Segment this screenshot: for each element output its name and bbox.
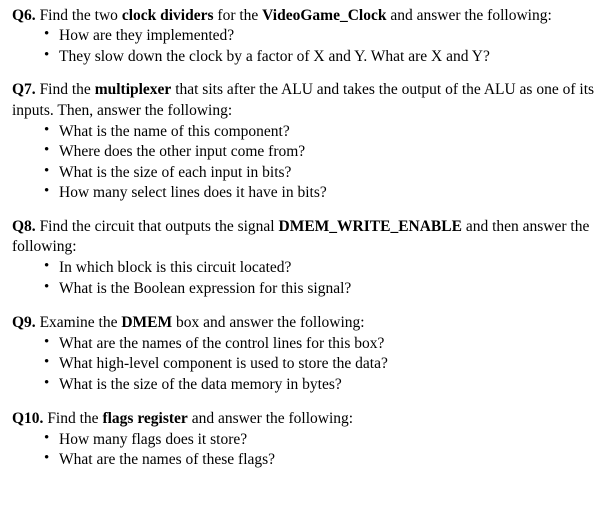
question-stem xyxy=(12,80,602,120)
question-bullet-list xyxy=(12,122,602,204)
question-text-part: Find the circuit that outputs the signal xyxy=(39,218,279,236)
question-block-q8 xyxy=(12,217,602,300)
list-item: • How many flags does it store? xyxy=(12,430,602,451)
question-text-part: and answer the following: xyxy=(187,409,354,427)
question-text-part: clock dividers xyxy=(121,7,214,24)
list-item: • What are the names of the control lines for this box? xyxy=(12,334,602,355)
list-item: • What are the names of these flags? xyxy=(12,450,602,471)
question-text-part: and answer the following: xyxy=(386,7,552,24)
question-text-part: DMEM_WRITE_ENABLE xyxy=(278,218,462,236)
question-block-q7 xyxy=(12,80,602,204)
question-block-q6 xyxy=(12,6,602,67)
question-text-part: that sits after the ALU and takes the output of the ALU as one of its inputs. Then, answer the following: xyxy=(12,81,595,119)
question-stem xyxy=(12,313,602,333)
question-label: Q8. xyxy=(12,218,36,236)
question-text-part: VideoGame_Clock xyxy=(262,7,387,24)
question-text-part: multiplexer xyxy=(94,81,172,99)
question-text-part: box and answer the following: xyxy=(172,313,365,331)
question-stem xyxy=(12,409,602,429)
list-item: • How many select lines does it have in bits? xyxy=(12,183,602,204)
question-bullet-list xyxy=(12,334,602,396)
list-item: • What is the size of the data memory in bytes? xyxy=(12,375,602,396)
question-text-part: and then answer the following: xyxy=(12,218,590,256)
question-text-part: for the xyxy=(213,7,263,24)
question-stem xyxy=(12,217,602,257)
question-bullet-list xyxy=(12,430,602,471)
question-text-part: Find the xyxy=(47,409,103,427)
question-text-part: DMEM xyxy=(121,313,173,331)
question-text-part: Find the xyxy=(39,81,95,99)
question-block-q9 xyxy=(12,313,602,396)
question-label: Q9. xyxy=(12,313,36,331)
question-bullet-list xyxy=(12,258,602,299)
question-label: Q6. xyxy=(12,7,36,24)
list-item: • What high-level component is used to store the data? xyxy=(12,354,602,375)
list-item: • How are they implemented? xyxy=(12,26,602,47)
question-label: Q10. xyxy=(12,409,44,427)
question-stem xyxy=(12,6,602,26)
list-item: • In which block is this circuit located? xyxy=(12,258,602,279)
question-text-part: Examine the xyxy=(39,313,122,331)
question-block-q10 xyxy=(12,409,602,471)
list-item: • What is the Boolean expression for this signal? xyxy=(12,279,602,300)
question-label: Q7. xyxy=(12,81,36,99)
list-item: • They slow down the clock by a factor of X and Y. What are X and Y? xyxy=(12,47,602,68)
list-item: • What is the size of each input in bits? xyxy=(12,163,602,184)
list-item: • What is the name of this component? xyxy=(12,122,602,143)
question-text-part: flags register xyxy=(102,409,188,427)
list-item: • Where does the other input come from? xyxy=(12,142,602,163)
question-text-part: Find the two xyxy=(39,7,122,24)
question-bullet-list xyxy=(12,26,602,67)
